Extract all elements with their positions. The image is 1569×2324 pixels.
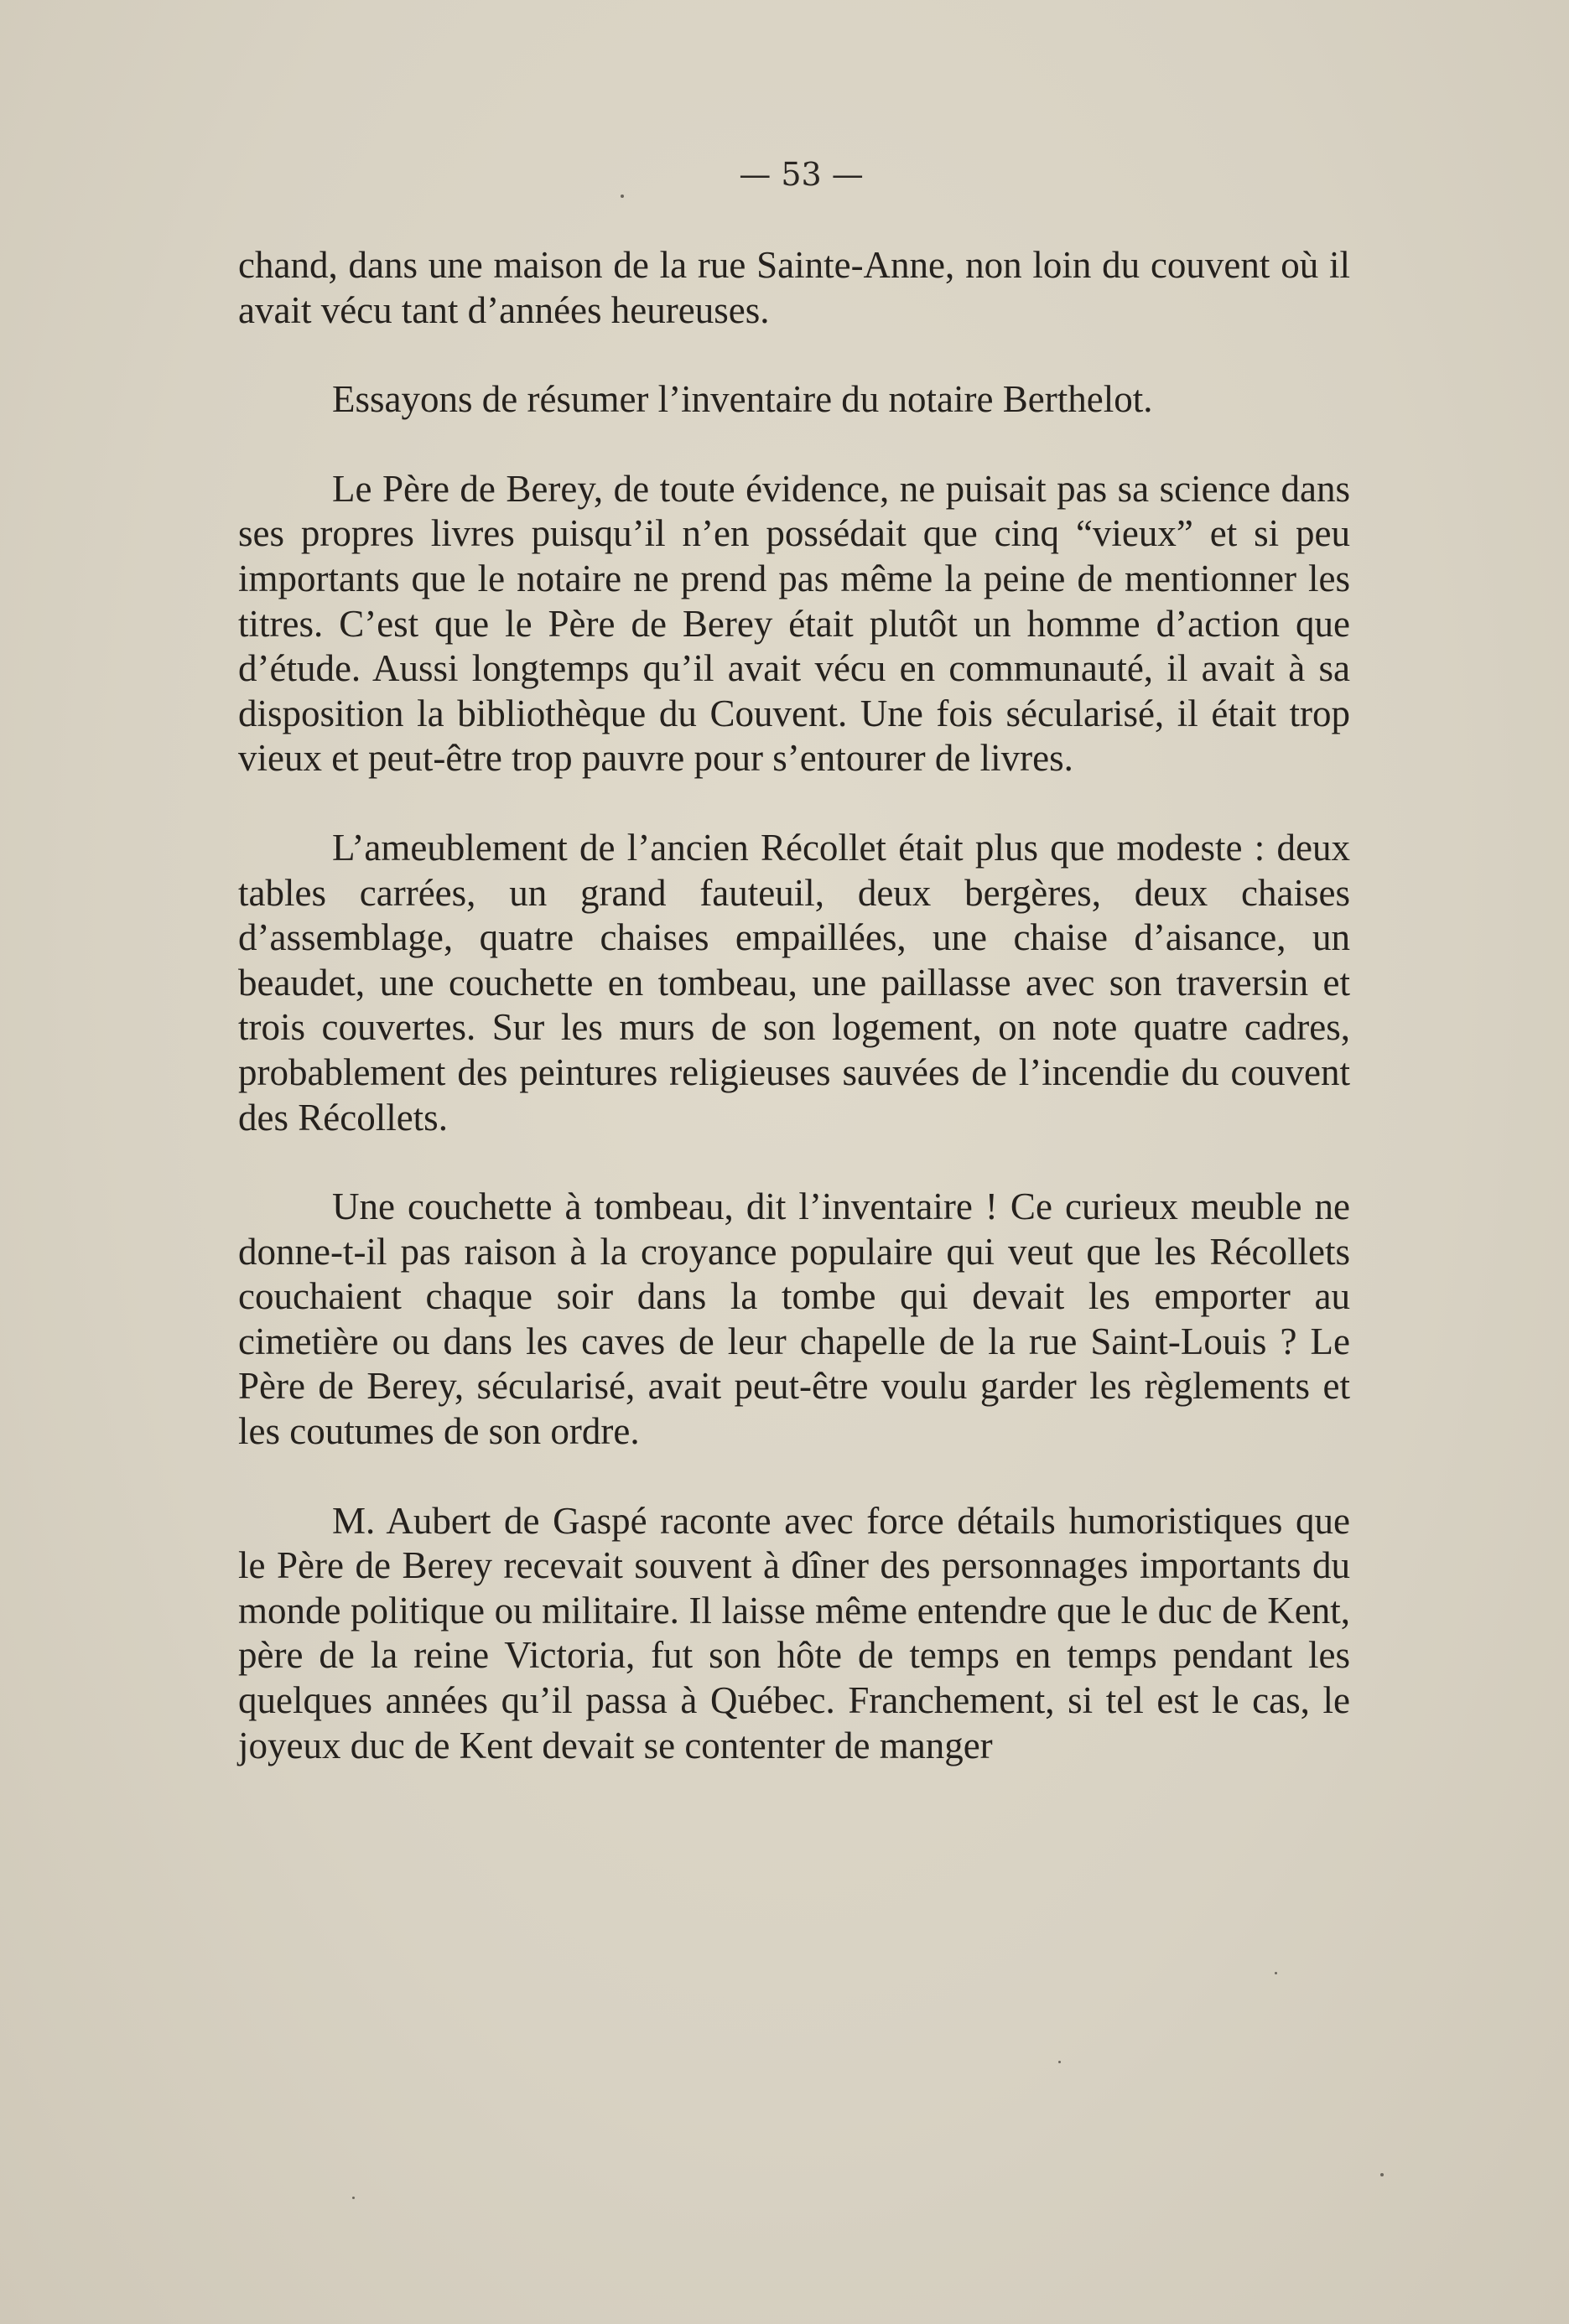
paragraph-books: Le Père de Berey, de toute évidence, ne puisait pas sa science dans ses propres livres puisqu’il n’en possédait que cinq “vieux” et si peu importants que le notaire ne prend pas même la peine de mentionner les titres. C’est que le Père de Berey était plutôt un homme d’action que d’étude. Aussi longtemps qu’il avait vécu en communauté, il avait à sa disposition la bibliothèque du Couvent. Une fois sécularisé, il était trop vieux et peut-être trop pauvre pour s’entourer de livres. xyxy=(238,467,1350,780)
paragraph-continuation: chand, dans une maison de la rue Sainte-Anne, non loin du couvent où il avait vécu tant d’années heureuses. xyxy=(238,244,1350,331)
paper-speck xyxy=(1058,2061,1061,2063)
paper-speck xyxy=(1380,2173,1384,2176)
paper-speck xyxy=(352,2197,355,2199)
paragraph-tomb-bed: Une couchette à tombeau, dit l’inventaire ! Ce curieux meuble ne donne-t-il pas raison à la croyance populaire qui veut que les Récollets couchaient chaque soir dans la tombe qui devait les emporter au cimetière ou dans les caves de leur chapelle de la rue Saint-Louis ? Le Père de Berey, sécularisé, avait peut-être voulu garder les règlements et les coutumes de son ordre. xyxy=(238,1185,1350,1453)
paper-speck xyxy=(621,195,624,198)
paragraph-inventory-intro: Essayons de résumer l’inventaire du notaire Berthelot. xyxy=(332,378,1153,421)
paragraph-furniture: L’ameublement de l’ancien Récollet était plus que modeste : deux tables carrées, un grand fauteuil, deux bergères, deux chaises d’assemblage, quatre chaises empaillées, une chaise d’aisance, un beaudet, une couchette en tombeau, une paillasse avec son traversin et trois couvertes. Sur les murs de son logement, on note quatre cadres, probablement des peintures religieuses sauvées de l’incendie du couvent des Récollets. xyxy=(238,826,1350,1139)
paragraph-dinners: M. Aubert de Gaspé raconte avec force détails humoristiques que le Père de Berey recevait souvent à dîner des personnages importants du monde politique ou militaire. Il laisse même entendre que le duc de Kent, père de la reine Victoria, fut son hôte de temps en temps pendant les quelques années qu’il passa à Québec. Franchement, si tel est le cas, le joyeux duc de Kent devait se contenter de manger xyxy=(238,1499,1350,1766)
page-number: — 53 — xyxy=(739,156,864,193)
body-text xyxy=(238,243,1350,1768)
paper-speck xyxy=(1275,1972,1277,1974)
